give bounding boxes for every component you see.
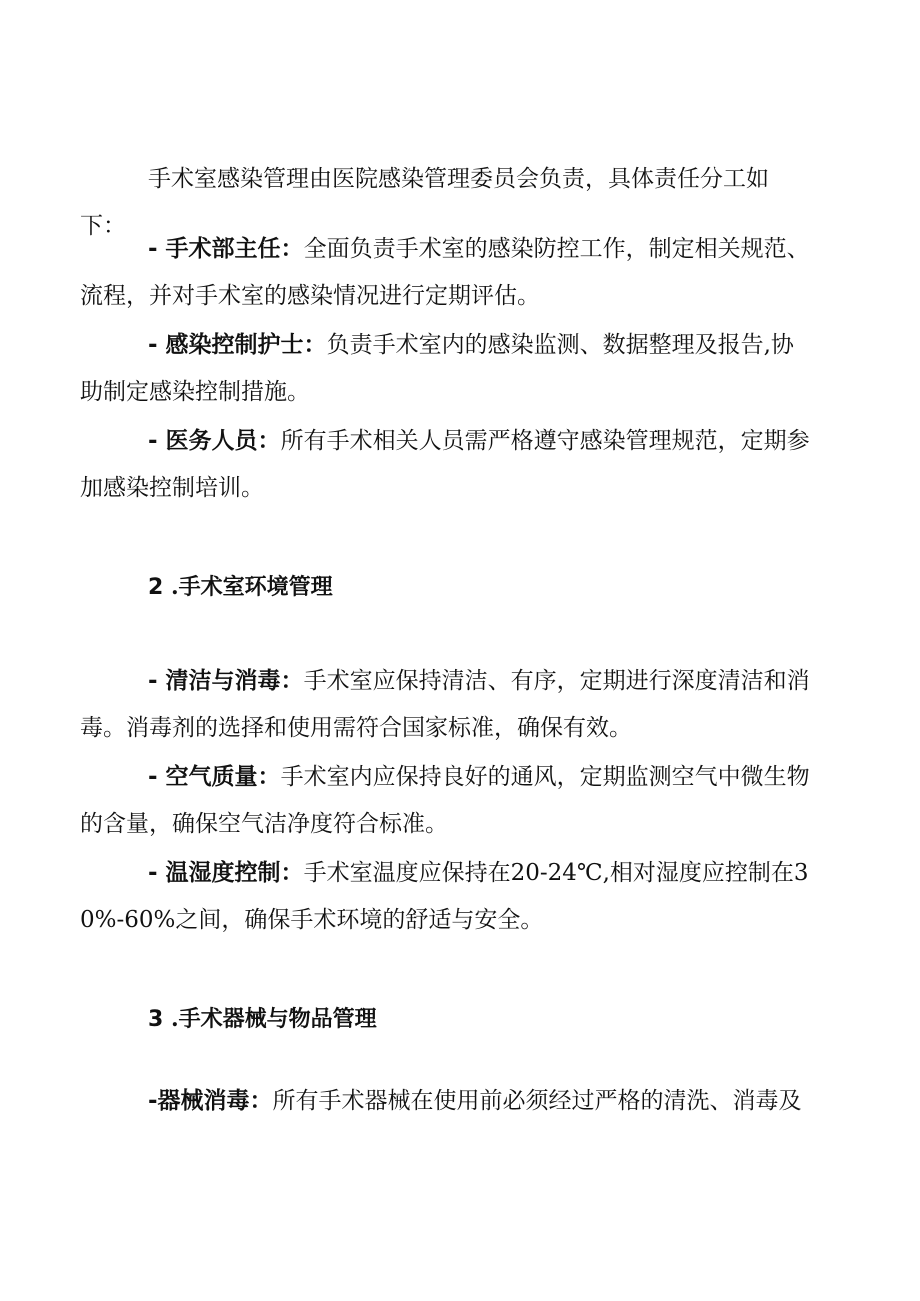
item-label: - 清洁与消毒： (148, 668, 304, 694)
env-paragraph-temperature (80, 850, 810, 944)
section-number: 2 (148, 575, 164, 600)
role-label: - 手术部主任： (148, 236, 304, 262)
intro-text: 手术室感染管理由医院感染管理委员会负责，具体责任分工如下： (80, 166, 769, 239)
section-heading-3 (148, 1004, 377, 1035)
role-text: 负责手术室内的感染监测、数据整理及报告,协助制定感染控制措施。 (80, 332, 794, 405)
section-heading-2 (148, 572, 333, 603)
role-text: 所有手术相关人员需严格遵守感染管理规范，定期参加感染控制培训。 (80, 428, 810, 501)
item-text: 所有手术器械在使用前必须经过严格的清洗、消毒及 (272, 1088, 802, 1114)
section-title: .手术室环境管理 (170, 574, 333, 600)
item-label: - 温湿度控制： (148, 860, 304, 886)
role-paragraph-nurse (80, 322, 810, 416)
role-label: - 感染控制护士： (148, 332, 327, 358)
item-text: 手术室内应保持良好的通风，定期监测空气中微生物的含量，确保空气洁净度符合标准。 (80, 764, 810, 837)
item-label: -器械消毒： (148, 1088, 273, 1114)
role-paragraph-staff (80, 418, 810, 512)
env-paragraph-air (80, 754, 810, 848)
role-paragraph-director (80, 226, 810, 320)
item-text: 手术室温度应保持在20-24℃,相对湿度应控制在30%-60%之间，确保手术环境的舒适与安全。 (80, 860, 809, 933)
section-number: 3 (148, 1007, 164, 1032)
role-label: - 医务人员： (148, 428, 281, 454)
item-label: - 空气质量： (148, 764, 281, 790)
env-paragraph-cleaning (80, 658, 810, 752)
section-title: .手术器械与物品管理 (170, 1006, 377, 1032)
item-text: 手术室应保持清洁、有序，定期进行深度清洁和消毒。消毒剂的选择和使用需符合国家标准，确保有效。 (80, 668, 810, 741)
role-text: 全面负责手术室的感染防控工作，制定相关规范、流程，并对手术室的感染情况进行定期评估。 (80, 236, 810, 309)
instrument-paragraph-disinfection (80, 1078, 810, 1125)
